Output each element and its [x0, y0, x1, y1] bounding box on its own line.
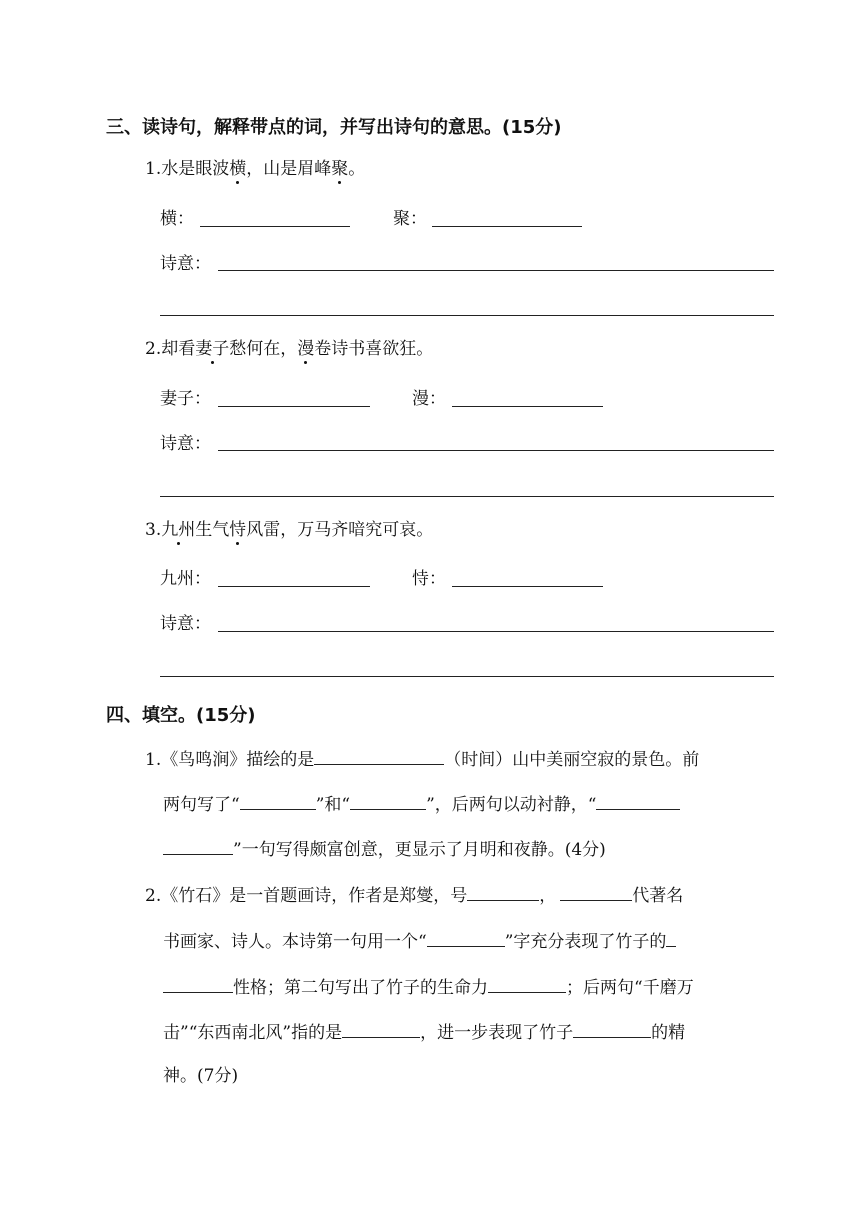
answer-blank[interactable] — [488, 978, 566, 993]
poem-text: 卷诗书喜欲狂。 — [314, 339, 434, 359]
answer-line[interactable] — [160, 496, 774, 497]
poem-text: ，山是眉峰 — [246, 159, 332, 179]
item-number: 1. — [145, 750, 162, 770]
answer-blank[interactable] — [342, 1023, 420, 1038]
poem-text: 风雷，万马齐喑究可哀。 — [246, 520, 434, 540]
answer-blank[interactable] — [560, 886, 632, 901]
question-text: （时间）山中美丽空寂的景色。前 — [444, 750, 700, 770]
answer-line[interactable] — [160, 315, 774, 316]
question-text: 《竹石》是一首题画诗，作者是郑燮，号 — [161, 886, 468, 906]
question-text: 的精 — [651, 1023, 686, 1043]
poem-text: 却看 — [161, 339, 196, 359]
word-label-a: 九州： — [160, 569, 211, 589]
question-text: ，进一步表现了竹子 — [420, 1023, 574, 1043]
answer-blank[interactable] — [596, 795, 680, 810]
fill-question-2-line-3 — [163, 978, 694, 997]
question-text: ”和“ — [315, 795, 351, 815]
question-text: ”一句写得颇富创意，更显示了月明和夜静。(4分) — [233, 840, 606, 860]
answer-blank[interactable] — [350, 795, 426, 810]
answer-line[interactable] — [218, 270, 774, 271]
fill-question-1-line-1 — [145, 750, 699, 769]
answer-line[interactable] — [160, 676, 774, 677]
answer-line[interactable] — [218, 631, 774, 632]
question-text: ”字充分表现了竹子的 — [504, 932, 667, 952]
word-label-b: 聚： — [393, 209, 427, 229]
poem-line-3 — [145, 522, 433, 539]
dotted-word: 妻子 — [195, 339, 230, 359]
question-text: 性格；第二句写出了竹子的生命力 — [233, 978, 488, 998]
answer-blank[interactable] — [467, 886, 539, 901]
dotted-word: 聚 — [331, 159, 349, 179]
answer-line[interactable] — [200, 226, 350, 227]
answer-blank[interactable] — [240, 795, 316, 810]
poem-line-1 — [145, 161, 365, 178]
answer-line[interactable] — [452, 406, 603, 407]
question-text: ；后两句“千磨万 — [566, 978, 694, 998]
item-number: 1. — [145, 159, 162, 179]
meaning-label: 诗意： — [160, 434, 211, 454]
question-text: 击”“东西南北风”指的是 — [163, 1023, 343, 1043]
question-text: ”，后两句以动衬静，“ — [426, 795, 597, 815]
dotted-word: 恃 — [229, 520, 247, 540]
item-number: 2. — [145, 886, 162, 906]
question-text: 《鸟鸣涧》描绘的是 — [161, 750, 315, 770]
question-text: 神。(7分) — [163, 1066, 239, 1086]
answer-line[interactable] — [218, 406, 370, 407]
poem-text: 。 — [348, 159, 366, 179]
fill-question-2-line-5 — [163, 1068, 238, 1085]
dotted-word: 漫 — [297, 339, 315, 359]
question-text: 代著名 — [632, 886, 684, 906]
question-text: ， — [539, 886, 557, 906]
answer-blank[interactable] — [163, 978, 233, 993]
answer-line[interactable] — [432, 226, 582, 227]
poem-line-2 — [145, 341, 433, 358]
answer-line[interactable] — [218, 586, 370, 587]
word-label-b: 漫： — [412, 389, 446, 409]
answer-blank[interactable] — [314, 750, 444, 765]
dotted-word: 横 — [229, 159, 247, 179]
word-label-a: 横： — [160, 209, 194, 229]
item-number: 2. — [145, 339, 162, 359]
poem-text: 水是眼波 — [161, 159, 230, 179]
section-4-heading: 四、填空。(15分) — [106, 705, 256, 726]
fill-question-2-line-2 — [163, 932, 676, 951]
answer-blank[interactable] — [573, 1023, 651, 1038]
fill-question-2-line-1 — [145, 886, 683, 905]
word-label-a: 妻子： — [160, 389, 211, 409]
poem-text: 生气 — [195, 520, 230, 540]
meaning-label: 诗意： — [160, 614, 211, 634]
answer-blank[interactable] — [427, 932, 505, 947]
fill-question-1-line-2 — [163, 795, 680, 814]
meaning-label: 诗意： — [160, 254, 211, 274]
section-3-heading: 三、读诗句，解释带点的词，并写出诗句的意思。(15分) — [106, 117, 562, 138]
answer-line[interactable] — [452, 586, 603, 587]
question-text: 两句写了“ — [163, 795, 240, 815]
answer-line[interactable] — [218, 450, 774, 451]
answer-blank[interactable] — [163, 840, 233, 855]
word-label-b: 恃： — [412, 569, 446, 589]
fill-question-1-line-3 — [163, 840, 606, 859]
dotted-word: 九州 — [161, 520, 196, 540]
item-number: 3. — [145, 520, 162, 540]
answer-blank[interactable] — [666, 932, 676, 947]
question-text: 书画家、诗人。本诗第一句用一个“ — [163, 932, 427, 952]
fill-question-2-line-4 — [163, 1023, 685, 1042]
poem-text: 愁何在， — [229, 339, 298, 359]
